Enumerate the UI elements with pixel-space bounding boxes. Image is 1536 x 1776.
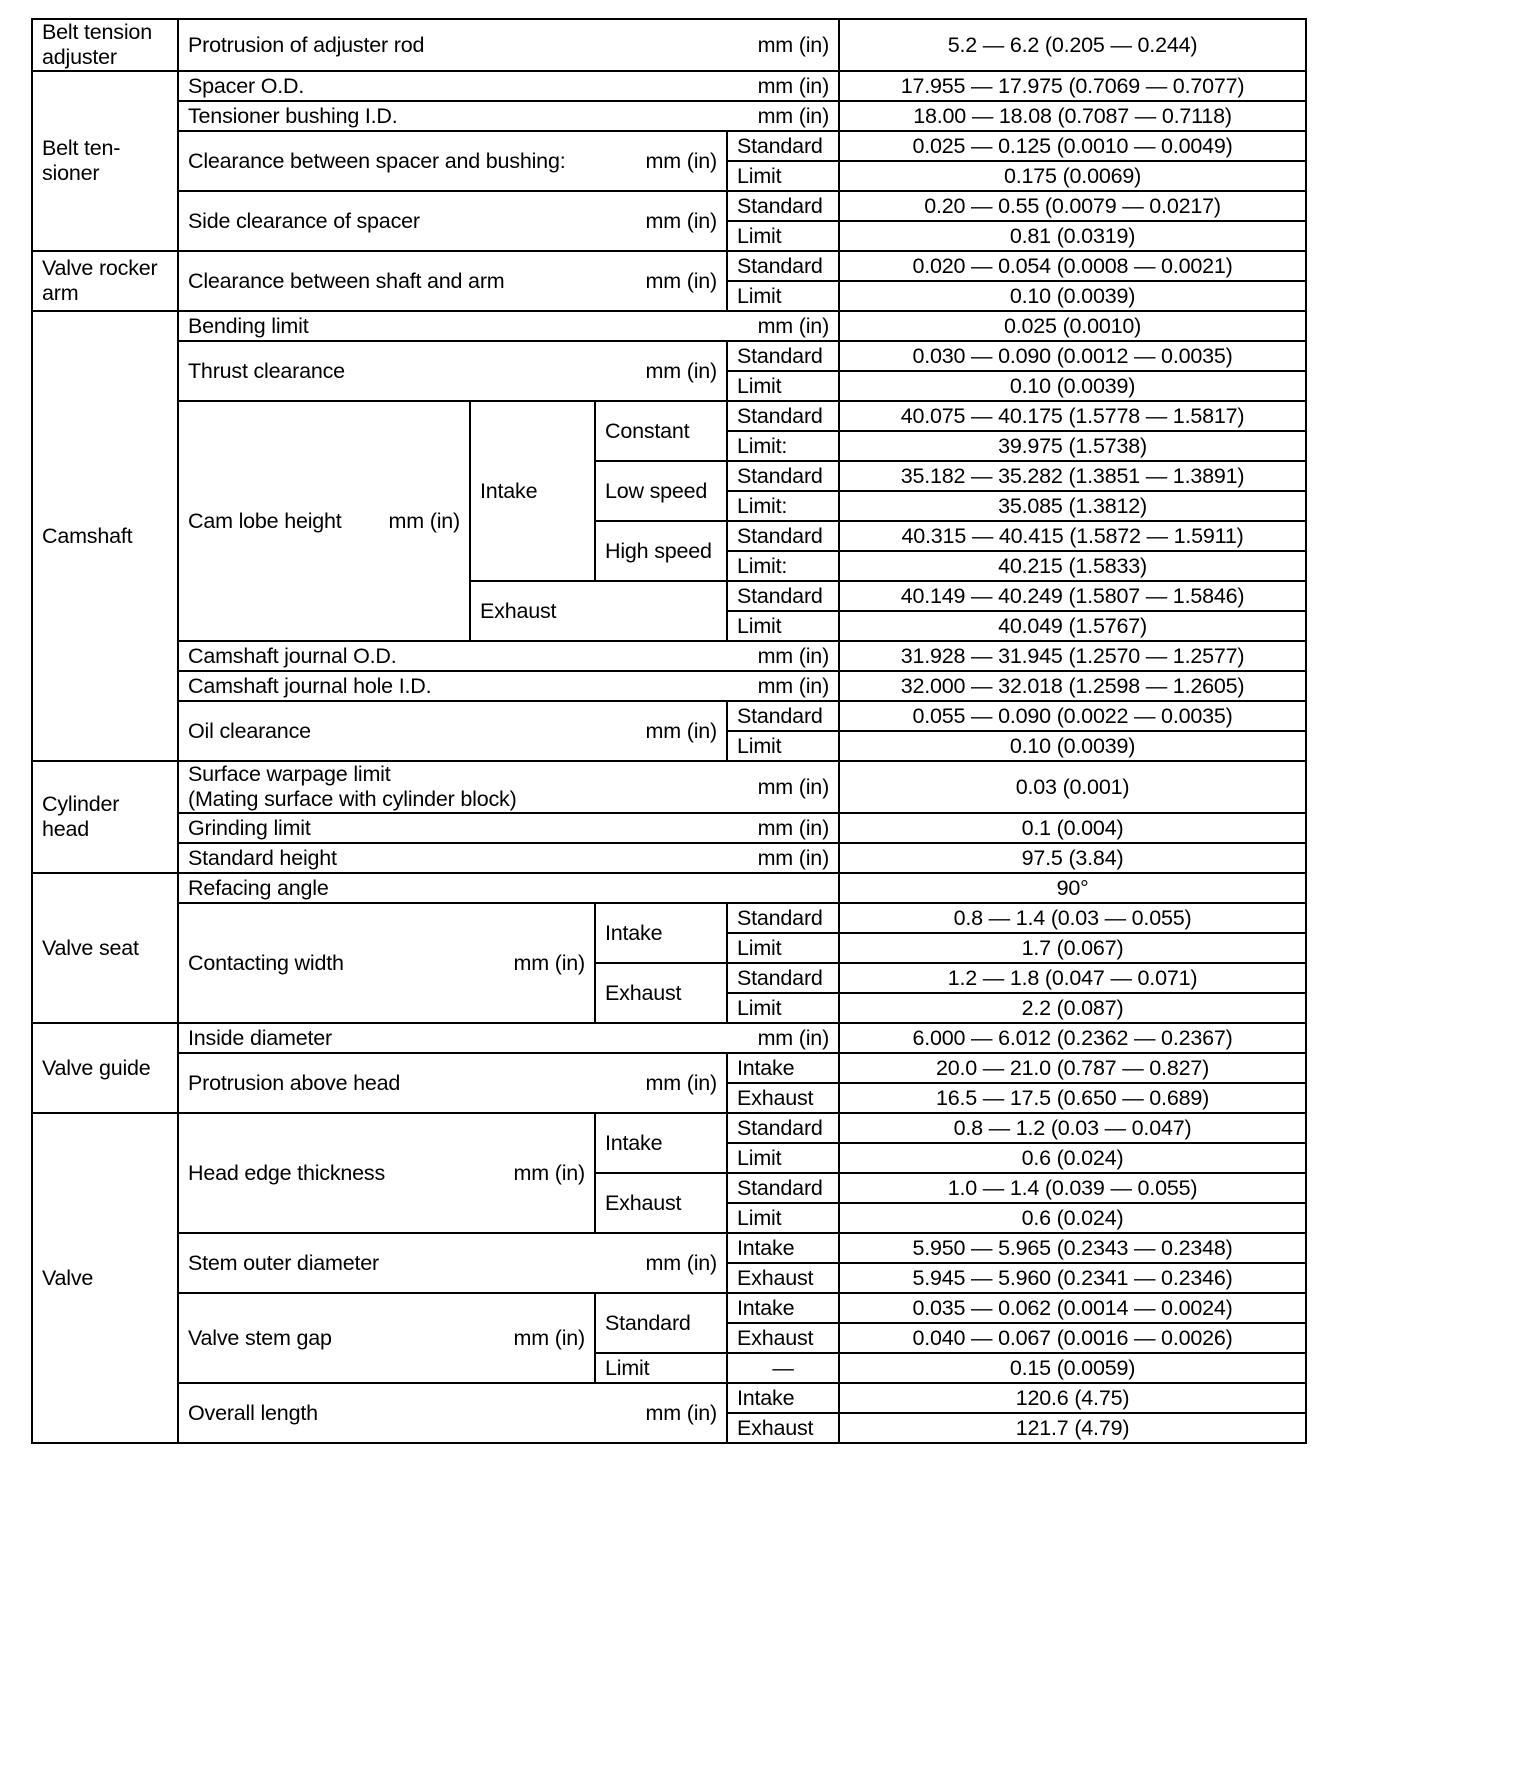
table-row — [32, 251, 1306, 281]
unit-label: mm (in) — [645, 1250, 717, 1275]
low-speed-label: Low speed — [595, 461, 727, 521]
limit-label: Limit — [727, 371, 839, 401]
unit-label: mm (in) — [513, 950, 585, 975]
exhaust-label: Exhaust — [727, 1413, 839, 1443]
item-label: Refacing angle — [188, 875, 329, 900]
limit-label: Limit — [727, 281, 839, 311]
value-cell: 1.2 — 1.8 (0.047 — 0.071) — [839, 963, 1306, 993]
category-cylinder-head: Cylinder head — [32, 761, 178, 873]
value-cell: 40.075 — 40.175 (1.5778 — 1.5817) — [839, 401, 1306, 431]
item-cell — [178, 843, 839, 873]
value-cell: 35.085 (1.3812) — [839, 491, 1306, 521]
value-cell: 0.20 — 0.55 (0.0079 — 0.0217) — [839, 191, 1306, 221]
value-cell: 40.049 (1.5767) — [839, 611, 1306, 641]
unit-label: mm (in) — [757, 313, 830, 338]
unit-label: mm (in) — [645, 148, 717, 173]
item-cell — [178, 761, 839, 813]
item-cell — [178, 401, 470, 641]
table-row — [32, 101, 1306, 131]
item-cell — [178, 701, 727, 761]
value-cell: 0.030 — 0.090 (0.0012 — 0.0035) — [839, 341, 1306, 371]
limit-label: Limit — [727, 611, 839, 641]
item-cell — [178, 1023, 839, 1053]
value-cell: 0.6 (0.024) — [839, 1143, 1306, 1173]
value-cell: 0.8 — 1.4 (0.03 — 0.055) — [839, 903, 1306, 933]
standard-label: Standard — [727, 963, 839, 993]
standard-label: Standard — [727, 401, 839, 431]
value-cell: 40.215 (1.5833) — [839, 551, 1306, 581]
table-row — [32, 1023, 1306, 1053]
item-label: Thrust clearance — [188, 358, 345, 383]
unit-label: mm (in) — [645, 1070, 717, 1095]
unit-label: mm (in) — [645, 268, 717, 293]
standard-label: Standard — [727, 461, 839, 491]
exhaust-label: Exhaust — [470, 581, 727, 641]
limit-label: Limit: — [727, 431, 839, 461]
exhaust-label: Exhaust — [727, 1323, 839, 1353]
table-row — [32, 131, 1306, 161]
value-cell: 18.00 — 18.08 (0.7087 — 0.7118) — [839, 101, 1306, 131]
table-row — [32, 641, 1306, 671]
table-row — [32, 1383, 1306, 1413]
value-cell: 121.7 (4.79) — [839, 1413, 1306, 1443]
standard-label: Standard — [727, 1113, 839, 1143]
table-row — [32, 1053, 1306, 1083]
table-row — [32, 671, 1306, 701]
standard-label: Standard — [727, 341, 839, 371]
item-label: Side clearance of spacer — [188, 208, 420, 233]
category-camshaft: Camshaft — [32, 311, 178, 761]
table-row — [32, 843, 1306, 873]
table-row — [32, 761, 1306, 813]
item-label: Bending limit — [188, 313, 309, 338]
intake-label: Intake — [595, 1113, 727, 1173]
limit-label: Limit — [727, 731, 839, 761]
unit-label: mm (in) — [757, 673, 830, 698]
value-cell: 5.950 — 5.965 (0.2343 — 0.2348) — [839, 1233, 1306, 1263]
item-label: Standard height — [188, 845, 337, 870]
value-cell: 0.1 (0.004) — [839, 813, 1306, 843]
item-label: Tensioner bushing I.D. — [188, 103, 398, 128]
value-cell: 1.7 (0.067) — [839, 933, 1306, 963]
item-label: Valve stem gap — [188, 1325, 332, 1350]
item-label: Camshaft journal hole I.D. — [188, 673, 432, 698]
standard-label: Standard — [727, 251, 839, 281]
item-cell — [178, 903, 595, 1023]
item-label: Overall length — [188, 1400, 318, 1425]
value-cell: 0.055 — 0.090 (0.0022 — 0.0035) — [839, 701, 1306, 731]
value-cell: 40.315 — 40.415 (1.5872 — 1.5911) — [839, 521, 1306, 551]
value-cell: 32.000 — 32.018 (1.2598 — 1.2605) — [839, 671, 1306, 701]
table-row — [32, 813, 1306, 843]
table-row — [32, 1113, 1306, 1143]
value-cell: 90° — [839, 873, 1306, 903]
item-cell — [178, 1383, 727, 1443]
table-row — [32, 701, 1306, 731]
value-cell: 5.2 — 6.2 (0.205 — 0.244) — [839, 19, 1306, 71]
unit-label: mm (in) — [757, 845, 830, 870]
intake-label: Intake — [595, 903, 727, 963]
value-cell: 20.0 — 21.0 (0.787 — 0.827) — [839, 1053, 1306, 1083]
value-cell: 0.175 (0.0069) — [839, 161, 1306, 191]
table-row — [32, 1293, 1306, 1323]
category-belt-tensioner: Belt ten-sioner — [32, 71, 178, 251]
table-row — [32, 873, 1306, 903]
value-cell: 0.81 (0.0319) — [839, 221, 1306, 251]
unit-label: mm (in) — [513, 1160, 585, 1185]
item-cell — [178, 873, 839, 903]
unit-label: mm (in) — [645, 718, 717, 743]
item-label: Protrusion above head — [188, 1070, 401, 1095]
unit-label: mm (in) — [757, 73, 830, 98]
unit-label: mm (in) — [645, 208, 717, 233]
value-cell: 0.10 (0.0039) — [839, 281, 1306, 311]
table-row — [32, 903, 1306, 933]
value-cell: 0.03 (0.001) — [839, 761, 1306, 813]
item-cell — [178, 641, 839, 671]
warpage-label: Surface warpage limit — [188, 762, 391, 786]
value-cell: 0.10 (0.0039) — [839, 731, 1306, 761]
item-cell — [178, 311, 839, 341]
high-speed-label: High speed — [595, 521, 727, 581]
unit-label: mm (in) — [757, 815, 830, 840]
value-cell: 0.15 (0.0059) — [839, 1353, 1306, 1383]
standard-label: Standard — [727, 581, 839, 611]
category-valve-rocker-arm: Valve rocker arm — [32, 251, 178, 311]
limit-label: Limit — [727, 1143, 839, 1173]
item-cell — [178, 1293, 595, 1383]
value-cell: 31.928 — 31.945 (1.2570 — 1.2577) — [839, 641, 1306, 671]
limit-label: Limit — [727, 993, 839, 1023]
unit-label: mm (in) — [757, 1025, 830, 1050]
unit-label: mm (in) — [645, 1400, 717, 1425]
item-label: Inside diameter — [188, 1025, 332, 1050]
standard-label: Standard — [727, 521, 839, 551]
value-cell: 5.945 — 5.960 (0.2341 — 0.2346) — [839, 1263, 1306, 1293]
table-row — [32, 341, 1306, 371]
constant-label: Constant — [595, 401, 727, 461]
item-cell — [178, 1053, 727, 1113]
item-cell — [178, 251, 727, 311]
item-label: Clearance between spacer and bushing: — [188, 148, 566, 173]
limit-label: Limit: — [727, 491, 839, 521]
item-cell — [178, 813, 839, 843]
standard-label: Standard — [727, 903, 839, 933]
category-belt-tension-adjuster: Belt tension adjuster — [32, 19, 178, 71]
item-label: Spacer O.D. — [188, 73, 305, 98]
table-row — [32, 19, 1306, 71]
standard-label: Standard — [727, 131, 839, 161]
value-cell: 0.025 — 0.125 (0.0010 — 0.0049) — [839, 131, 1306, 161]
value-cell: 35.182 — 35.282 (1.3851 — 1.3891) — [839, 461, 1306, 491]
specification-table — [31, 18, 1307, 1444]
item-cell — [178, 1113, 595, 1233]
value-cell: 39.975 (1.5738) — [839, 431, 1306, 461]
item-cell — [178, 71, 839, 101]
value-cell: 0.020 — 0.054 (0.0008 — 0.0021) — [839, 251, 1306, 281]
item-cell — [178, 341, 727, 401]
value-cell: 97.5 (3.84) — [839, 843, 1306, 873]
item-label: Protrusion of adjuster rod — [188, 32, 425, 57]
table-row — [32, 401, 1306, 431]
unit-label: mm (in) — [513, 1325, 585, 1350]
item-label: Oil clearance — [188, 718, 311, 743]
category-valve-seat: Valve seat — [32, 873, 178, 1023]
value-cell: 0.025 (0.0010) — [839, 311, 1306, 341]
item-cell — [178, 131, 727, 191]
category-valve-guide: Valve guide — [32, 1023, 178, 1113]
item-cell — [178, 1233, 727, 1293]
item-label: Grinding limit — [188, 815, 311, 840]
value-cell: 0.10 (0.0039) — [839, 371, 1306, 401]
item-label: Head edge thickness — [188, 1160, 385, 1185]
table-row — [32, 191, 1306, 221]
unit-label: mm (in) — [757, 774, 830, 799]
item-label — [188, 762, 517, 812]
category-valve: Valve — [32, 1113, 178, 1443]
item-label: Camshaft journal O.D. — [188, 643, 397, 668]
item-cell — [178, 19, 839, 71]
value-cell: 6.000 — 6.012 (0.2362 — 0.2367) — [839, 1023, 1306, 1053]
exhaust-label: Exhaust — [727, 1083, 839, 1113]
item-cell — [178, 671, 839, 701]
limit-label: Limit — [727, 221, 839, 251]
value-cell: 0.8 — 1.2 (0.03 — 0.047) — [839, 1113, 1306, 1143]
intake-label: Intake — [727, 1233, 839, 1263]
dash-cell: — — [727, 1353, 839, 1383]
unit-label: mm (in) — [757, 103, 830, 128]
unit-label: mm (in) — [645, 358, 717, 383]
unit-label: mm (in) — [388, 508, 460, 533]
item-label: Clearance between shaft and arm — [188, 268, 505, 293]
intake-label: Intake — [727, 1293, 839, 1323]
unit-label: mm (in) — [757, 643, 830, 668]
table-row — [32, 71, 1306, 101]
value-cell: 40.149 — 40.249 (1.5807 — 1.5846) — [839, 581, 1306, 611]
standard-label: Standard — [727, 1173, 839, 1203]
warpage-sublabel: (Mating surface with cylinder block) — [188, 787, 517, 811]
value-cell: 17.955 — 17.975 (0.7069 — 0.7077) — [839, 71, 1306, 101]
standard-label: Standard — [727, 701, 839, 731]
table-row — [32, 311, 1306, 341]
exhaust-label: Exhaust — [595, 963, 727, 1023]
standard-label: Standard — [727, 191, 839, 221]
limit-label: Limit: — [727, 551, 839, 581]
intake-label: Intake — [470, 401, 595, 581]
intake-label: Intake — [727, 1053, 839, 1083]
item-label: Contacting width — [188, 950, 344, 975]
limit-label: Limit — [727, 933, 839, 963]
limit-label: Limit — [727, 161, 839, 191]
value-cell: 2.2 (0.087) — [839, 993, 1306, 1023]
item-label: Cam lobe height — [188, 508, 342, 533]
intake-label: Intake — [727, 1383, 839, 1413]
value-cell: 0.035 — 0.062 (0.0014 — 0.0024) — [839, 1293, 1306, 1323]
value-cell: 120.6 (4.75) — [839, 1383, 1306, 1413]
exhaust-label: Exhaust — [727, 1263, 839, 1293]
table-row — [32, 1233, 1306, 1263]
limit-label: Limit — [595, 1353, 727, 1383]
limit-label: Limit — [727, 1203, 839, 1233]
exhaust-label: Exhaust — [595, 1173, 727, 1233]
value-cell: 0.040 — 0.067 (0.0016 — 0.0026) — [839, 1323, 1306, 1353]
item-label: Stem outer diameter — [188, 1250, 379, 1275]
value-cell: 16.5 — 17.5 (0.650 — 0.689) — [839, 1083, 1306, 1113]
unit-label: mm (in) — [757, 32, 830, 57]
item-cell — [178, 191, 727, 251]
standard-label: Standard — [595, 1293, 727, 1353]
value-cell: 0.6 (0.024) — [839, 1203, 1306, 1233]
value-cell: 1.0 — 1.4 (0.039 — 0.055) — [839, 1173, 1306, 1203]
item-cell — [178, 101, 839, 131]
